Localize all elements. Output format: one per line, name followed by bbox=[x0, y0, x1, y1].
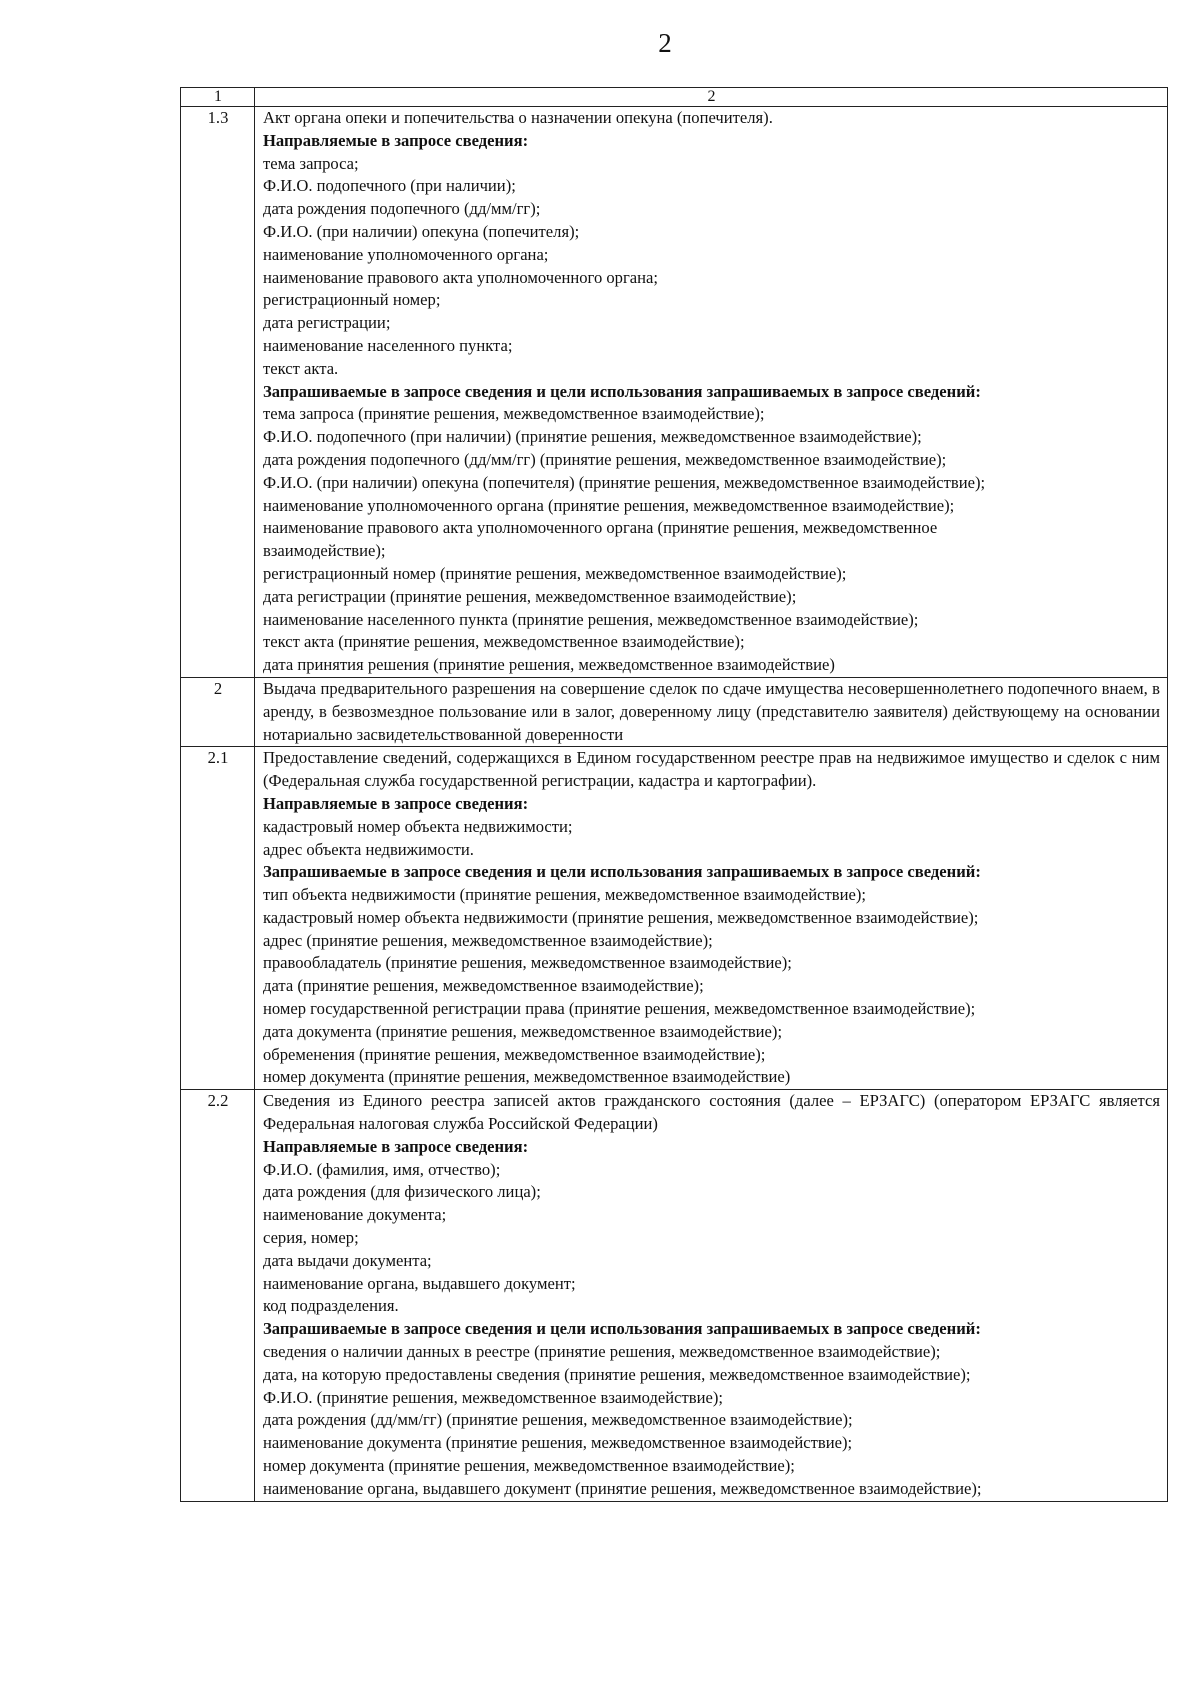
row-number: 2.1 bbox=[181, 747, 255, 1090]
list-item: тема запроса; bbox=[263, 153, 359, 173]
sent-heading: Направляемые в запросе сведения: bbox=[263, 793, 529, 813]
list-item: дата рождения подопечного (дд/мм/гг) (принятие решения, межведомственное взаимодействие); bbox=[263, 449, 947, 469]
table-header-row bbox=[181, 88, 1168, 107]
row-number: 2.2 bbox=[181, 1090, 255, 1501]
list-item: адрес (принятие решения, межведомственное взаимодействие); bbox=[263, 930, 713, 950]
table-row bbox=[181, 1090, 1168, 1501]
list-item: наименование органа, выдавшего документ; bbox=[263, 1273, 576, 1293]
row-title: Предоставление сведений, содержащихся в Едином государственном реестре прав на недвижимое имущество и сделок с ним (Федеральная служба государственной регистрации, кадастра и картографии). bbox=[263, 748, 1160, 791]
list-item: дата (принятие решения, межведомственное взаимодействие); bbox=[263, 976, 704, 996]
list-item: Ф.И.О. (при наличии) опекуна (попечителя); bbox=[263, 221, 580, 241]
requested-heading: Запрашиваемые в запросе сведения и цели использования запрашиваемых в запросе сведений: bbox=[263, 1319, 981, 1339]
list-item: дата выдачи документа; bbox=[263, 1250, 432, 1270]
page-number: 2 bbox=[658, 28, 672, 58]
requested-heading: Запрашиваемые в запросе сведения и цели использования запрашиваемых в запросе сведений: bbox=[263, 862, 981, 882]
list-item: серия, номер; bbox=[263, 1228, 359, 1248]
list-item: номер государственной регистрации права (принятие решения, межведомственное взаимодействие); bbox=[263, 999, 976, 1019]
list-item: дата документа (принятие решения, межведомственное взаимодействие); bbox=[263, 1021, 783, 1041]
list-item: наименование уполномоченного органа; bbox=[263, 244, 549, 264]
list-item: Ф.И.О. (принятие решения, межведомственное взаимодействие); bbox=[263, 1387, 724, 1407]
row-number: 1.3 bbox=[181, 107, 255, 678]
list-item: наименование органа, выдавшего документ (принятие решения, межведомственное взаимодействие); bbox=[263, 1478, 982, 1498]
list-item: номер документа (принятие решения, межведомственное взаимодействие) bbox=[263, 1067, 791, 1087]
list-item: текст акта (принятие решения, межведомственное взаимодействие); bbox=[263, 632, 745, 652]
list-item: обременения (принятие решения, межведомственное взаимодействие); bbox=[263, 1044, 766, 1064]
services-table bbox=[180, 87, 1168, 1502]
list-item: дата регистрации (принятие решения, межведомственное взаимодействие); bbox=[263, 586, 797, 606]
list-item: текст акта. bbox=[263, 358, 339, 378]
row-text: Выдача предварительного разрешения на совершение сделок по сдаче имущества несовершеннолетнего подопечного внаем, в аренду, в безвозмездное пользование или в залог, доверенному лицу (представителю заявителя) действующему на основании нотариально засвидетельствованной доверенности bbox=[263, 678, 1160, 744]
table-row bbox=[181, 107, 1168, 678]
list-item: правообладатель (принятие решения, межведомственное взаимодействие); bbox=[263, 953, 792, 973]
list-item: дата рождения (дд/мм/гг) (принятие решения, межведомственное взаимодействие); bbox=[263, 1410, 853, 1430]
list-item: дата регистрации; bbox=[263, 313, 391, 333]
requested-heading: Запрашиваемые в запросе сведения и цели использования запрашиваемых в запросе сведений: bbox=[263, 381, 981, 401]
list-item: дата, на которую предоставлены сведения (принятие решения, межведомственное взаимодействие); bbox=[263, 1364, 971, 1384]
list-item: Ф.И.О. подопечного (при наличии) (принятие решения, межведомственное взаимодействие); bbox=[263, 427, 922, 447]
list-item: кадастровый номер объекта недвижимости; bbox=[263, 816, 573, 836]
list-item: Ф.И.О. (фамилия, имя, отчество); bbox=[263, 1159, 501, 1179]
list-item: наименование населенного пункта; bbox=[263, 335, 513, 355]
list-item: сведения о наличии данных в реестре (принятие решения, межведомственное взаимодействие); bbox=[263, 1342, 941, 1362]
row-number: 2 bbox=[181, 677, 255, 746]
list-item: тип объекта недвижимости (принятие решения, межведомственное взаимодействие); bbox=[263, 885, 866, 905]
list-item: кадастровый номер объекта недвижимости (принятие решения, межведомственное взаимодействие); bbox=[263, 907, 979, 927]
sent-heading: Направляемые в запросе сведения: bbox=[263, 1136, 529, 1156]
list-item: тема запроса (принятие решения, межведомственное взаимодействие); bbox=[263, 404, 765, 424]
list-item: регистрационный номер (принятие решения, межведомственное взаимодействие); bbox=[263, 563, 847, 583]
list-item: наименование правового акта уполномоченного органа (принятие решения, межведомственное bbox=[263, 518, 938, 538]
table-row bbox=[181, 677, 1168, 746]
list-item: наименование уполномоченного органа (принятие решения, межведомственное взаимодействие); bbox=[263, 495, 955, 515]
list-item: код подразделения. bbox=[263, 1296, 399, 1316]
list-item: Ф.И.О. подопечного (при наличии); bbox=[263, 176, 516, 196]
header-col-1: 1 bbox=[181, 88, 255, 107]
row-title: Сведения из Единого реестра записей актов гражданского состояния (далее – ЕРЗАГС) (оператором ЕРЗАГС является Федеральная налоговая служба Российской Федерации) bbox=[263, 1091, 1160, 1134]
row-content bbox=[255, 747, 1168, 1090]
row-content bbox=[255, 677, 1168, 746]
row-content bbox=[255, 107, 1168, 678]
list-item: дата рождения подопечного (дд/мм/гг); bbox=[263, 199, 541, 219]
list-item: наименование документа; bbox=[263, 1205, 447, 1225]
list-item: взаимодействие); bbox=[263, 541, 386, 561]
list-item: наименование населенного пункта (принятие решения, межведомственное взаимодействие); bbox=[263, 609, 919, 629]
list-item: адрес объекта недвижимости. bbox=[263, 839, 474, 859]
table-body bbox=[181, 88, 1168, 1502]
list-item: наименование правового акта уполномоченного органа; bbox=[263, 267, 659, 287]
list-item: дата принятия решения (принятие решения, межведомственное взаимодействие) bbox=[263, 655, 835, 675]
list-item: номер документа (принятие решения, межведомственное взаимодействие); bbox=[263, 1456, 795, 1476]
list-item: Ф.И.О. (при наличии) опекуна (попечителя) (принятие решения, межведомственное взаимодействие); bbox=[263, 472, 986, 492]
list-item: наименование документа (принятие решения, межведомственное взаимодействие); bbox=[263, 1433, 853, 1453]
row-title: Акт органа опеки и попечительства о назначении опекуна (попечителя). bbox=[263, 108, 773, 127]
row-content bbox=[255, 1090, 1168, 1501]
list-item: регистрационный номер; bbox=[263, 290, 441, 310]
list-item: дата рождения (для физического лица); bbox=[263, 1182, 541, 1202]
table-row bbox=[181, 747, 1168, 1090]
sent-heading: Направляемые в запросе сведения: bbox=[263, 130, 529, 150]
header-col-2: 2 bbox=[255, 88, 1168, 107]
